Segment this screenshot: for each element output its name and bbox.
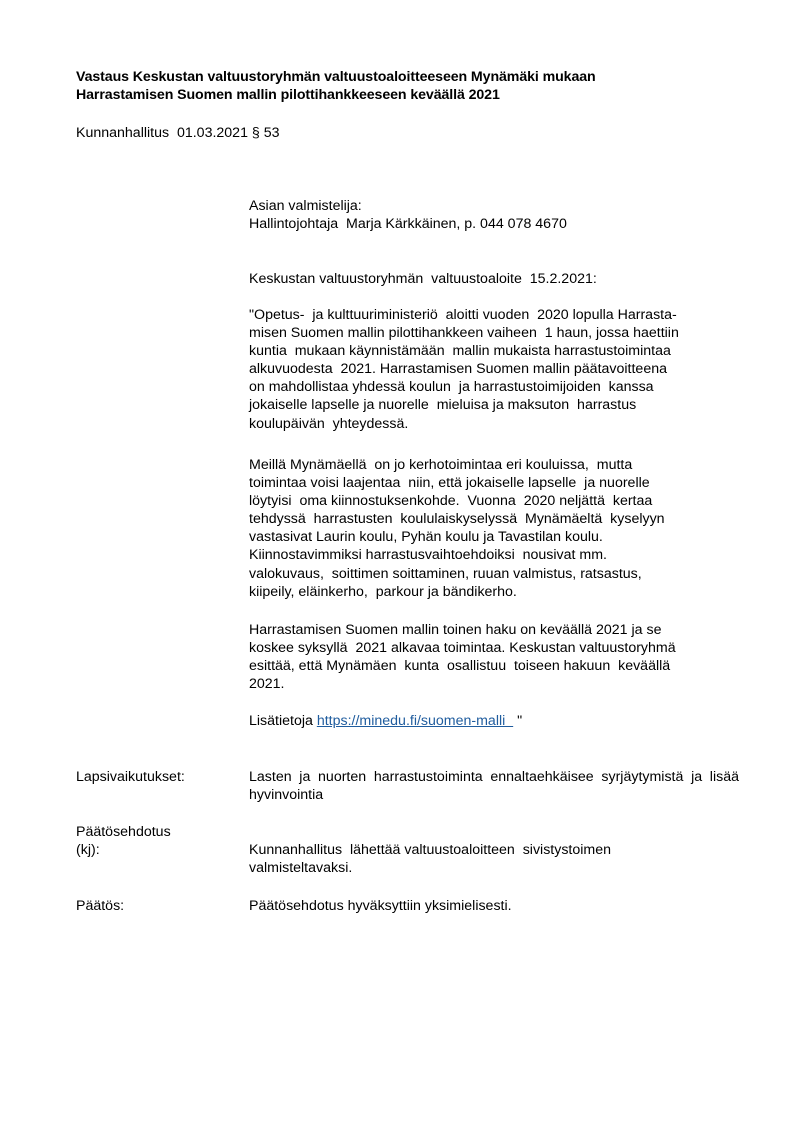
paragraph-line: Kiinnostavimmiksi harrastusvaihtoehdoiksi nousivat mm. xyxy=(249,547,607,564)
paragraph-line: koulupäivän yhteydessä. xyxy=(249,415,409,432)
proposal-label-line: Päätösehdotus xyxy=(76,824,171,840)
minedu-link[interactable]: https://minedu.fi/suomen-malli xyxy=(316,713,514,729)
paragraph-line: misen Suomen mallin pilottihankkeen vaiheen 1 haun, jossa haettiin xyxy=(249,325,679,342)
paragraph-line: on mahdollistaa yhdessä koulun ja harrastustoimijoiden kanssa xyxy=(249,379,654,396)
proposal-value-line: Kunnanhallitus lähettää valtuustoaloitteen sivistystoimen xyxy=(249,842,611,859)
title-line: Harrastamisen Suomen mallin pilottihankkeeseen keväällä 2021 xyxy=(76,87,500,103)
preparer-name: Hallintojohtaja Marja Kärkkäinen, p. 044 078 4670 xyxy=(249,216,567,233)
child-impact-label: Lapsivaikutukset: xyxy=(76,769,185,785)
meeting-reference: Kunnanhallitus 01.03.2021 § 53 xyxy=(76,125,280,141)
initiative-heading-text: Keskustan valtuustoryhmän valtuustoaloite 15.2.2021: xyxy=(249,271,597,287)
document-title xyxy=(76,68,756,104)
initiative-paragraph-2 xyxy=(249,456,749,601)
child-impact-value: Lasten ja nuorten harrastustoiminta ennaltaehkäisee syrjäytymistä ja lisää hyvinvointia xyxy=(249,769,739,804)
closing-quote: " xyxy=(513,713,523,729)
paragraph-line: tehdyssä harrastusten koululaiskyselyssä Mynämäeltä kyselyyn xyxy=(249,511,665,528)
proposal-label xyxy=(76,823,246,859)
paragraph-line: esittää, että Mynämäen kunta osallistuu toiseen hakuun keväällä xyxy=(249,658,671,675)
paragraph-line: löytyisi oma kiinnostuksenkohde. Vuonna 2020 neljättä kertaa xyxy=(249,493,653,510)
paragraph-line: Harrastamisen Suomen mallin toinen haku on keväällä 2021 ja se xyxy=(249,622,662,638)
decision-value: Päätösehdotus hyväksyttiin yksimielisesti. xyxy=(249,898,512,914)
proposal-value-line: valmisteltavaksi. xyxy=(249,860,353,877)
paragraph-line: koskee syksyllä 2021 alkavaa toimintaa. Keskustan valtuustoryhmä xyxy=(249,640,676,657)
paragraph-line: valokuvaus, soittimen soittaminen, ruuan valmistus, ratsastus, xyxy=(249,565,642,582)
paragraph-line: Meillä Mynämäellä on jo kerhotoimintaa eri kouluissa, mutta xyxy=(249,457,633,473)
more-info xyxy=(249,712,749,730)
paragraph-line: vastasivat Laurin koulu, Pyhän koulu ja Tavastilan koulu. xyxy=(249,529,603,546)
proposal-label-line: (kj): xyxy=(76,842,100,859)
more-info-label: Lisätietoja xyxy=(249,713,317,729)
initiative-paragraph-3 xyxy=(249,621,749,693)
paragraph-line: kiipeily, eläinkerho, parkour ja bändikerho. xyxy=(249,583,517,600)
initiative-heading xyxy=(249,270,749,288)
preparer-block xyxy=(249,197,749,233)
paragraph-line: 2021. xyxy=(249,676,285,693)
paragraph-line: toimintaa voisi laajentaa niin, että jokaiselle lapselle ja nuorelle xyxy=(249,475,650,492)
preparer-label: Asian valmistelija: xyxy=(249,198,362,214)
paragraph-line: kuntia mukaan käynnistämään mallin mukaista harrastustoimintaa xyxy=(249,343,671,360)
paragraph-line: jokaiselle lapselle ja nuorelle mieluisa ja maksuton harrastus xyxy=(249,397,637,414)
paragraph-line: "Opetus- ja kulttuuriministeriö aloitti vuoden 2020 lopulla Harrasta- xyxy=(249,307,677,323)
proposal-value xyxy=(249,841,739,877)
paragraph-line: alkuvuodesta 2021. Harrastamisen Suomen mallin päätavoitteena xyxy=(249,361,667,378)
initiative-paragraph-1 xyxy=(249,306,749,433)
title-line: Vastaus Keskustan valtuustoryhmän valtuustoaloitteeseen Mynämäki mukaan xyxy=(76,69,596,85)
decision-label: Päätös: xyxy=(76,898,125,914)
